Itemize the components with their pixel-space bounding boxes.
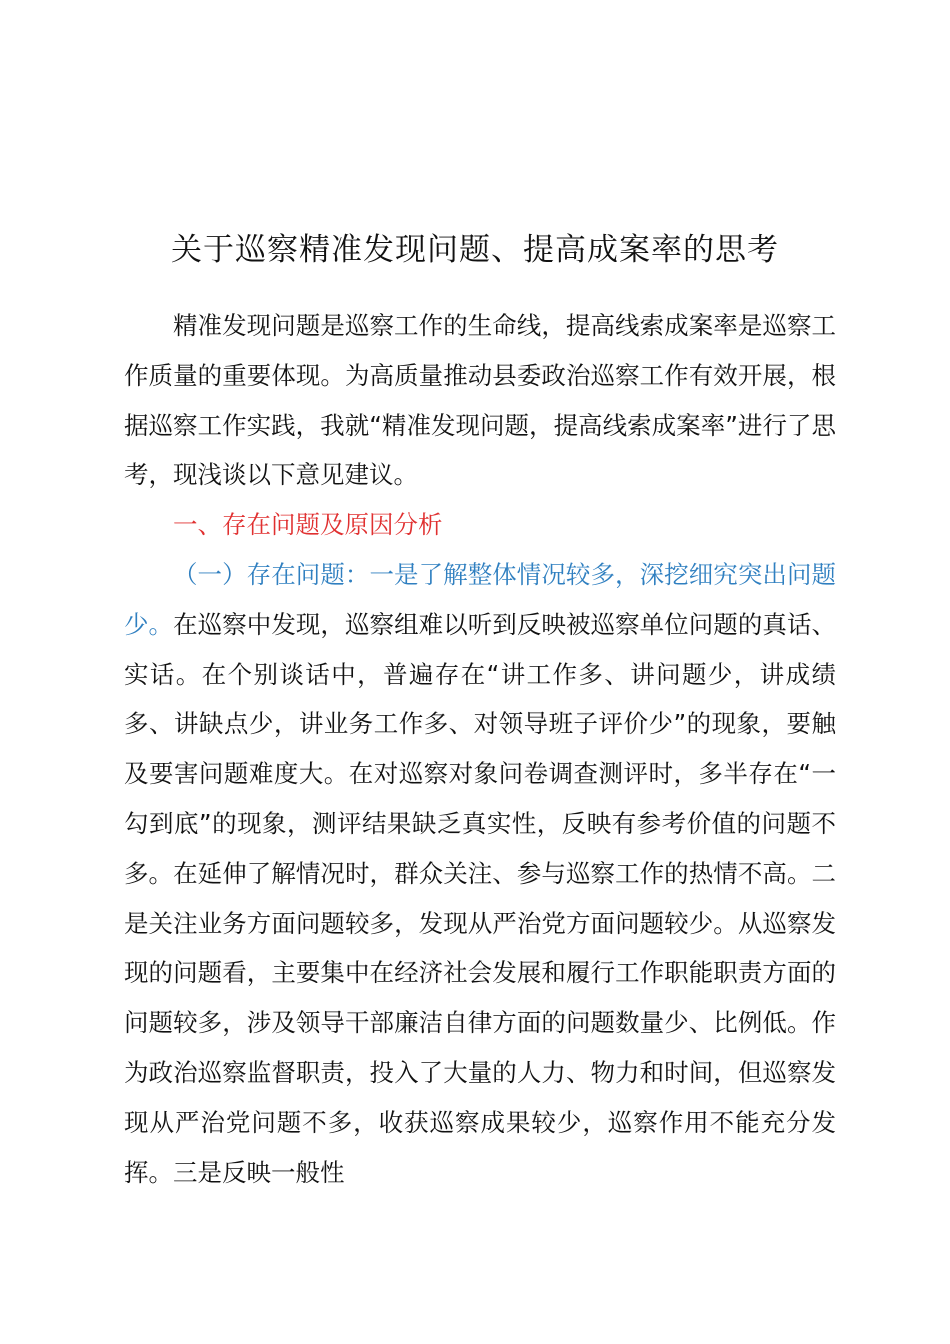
section-heading-text: 一、存在问题及原因分析 (173, 510, 443, 540)
document-title: 关于巡察精准发现问题、提高成案率的思考 (171, 232, 779, 268)
subsection-heading-text: （一）存在问题：一是了解整体情况较多，深挖细究突出问题少。 (124, 559, 836, 639)
intro-paragraph: 精准发现问题是巡察工作的生命线，提高线索成案率是巡察工作质量的重要体现。为高质量推动县委政治巡察工作有效开展，根据巡察工作实践，我就“精准发现问题，提高线索成案率”进行了思考，现浅谈以下意见建议。 (124, 311, 836, 490)
document-body (124, 301, 836, 1197)
section-heading (124, 500, 836, 550)
subsection-paragraph (124, 550, 836, 1197)
subsection-body-text: 在巡察中发现，巡察组难以听到反映被巡察单位问题的真话、实话。在个别谈话中，普遍存在“讲工作多、讲问题少，讲成绩多、讲缺点少，讲业务工作多、对领导班子评价少”的现象，要触及要害问题难度大。在对巡察对象问卷调查测评时，多半存在“一勾到底”的现象，测评结果缺乏真实性，反映有参考价值的问题不多。在延伸了解情况时，群众关注、参与巡察工作的热情不高。二是关注业务方面问题较多，发现从严治党方面问题较少。从巡察发现的问题看，主要集中在经济社会发展和履行工作职能职责方面的问题较多，涉及领导干部廉洁自律方面的问题数量少、比例低。作为政治巡察监督职责，投入了大量的人力、物力和时间，但巡察发现从严治党问题不多，收获巡察成果较少，巡察作用不能充分发挥。三是反映一般性 (124, 609, 836, 1187)
